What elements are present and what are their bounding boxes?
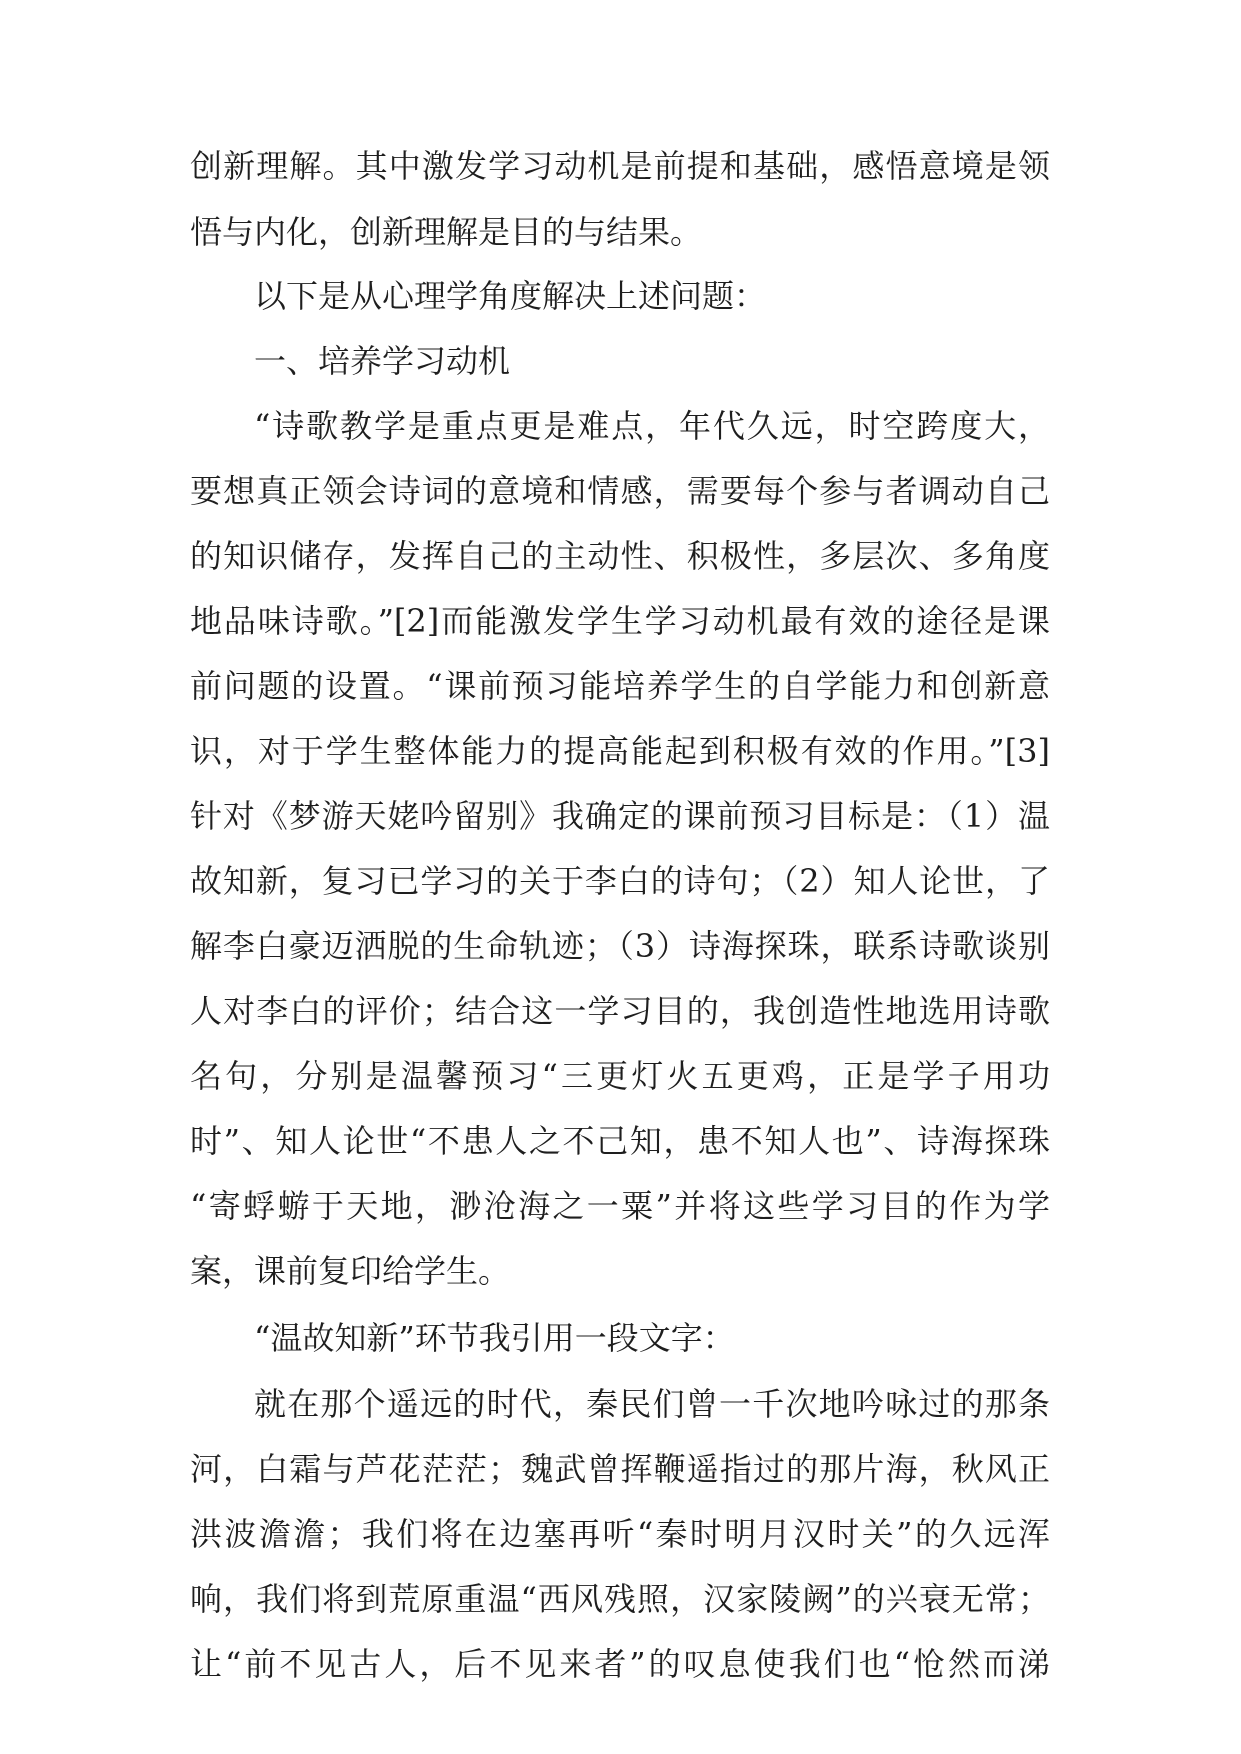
text-line: “寄蜉蝣于天地，渺沧海之一粟”并将这些学习目的作为学 — [190, 1187, 1050, 1225]
text-line: 故知新，复习已学习的关于李白的诗句；（2）知人论世，了 — [190, 862, 1050, 900]
text-line: 让“前不见古人，后不见来者”的叹息使我们也“怆然而涕 — [190, 1645, 1050, 1683]
text-line: 识，对于学生整体能力的提高能起到积极有效的作用。”[3] — [190, 732, 1050, 770]
text-line: 要想真正领会诗词的意境和情感，需要每个参与者调动自己 — [190, 472, 1050, 510]
text-line: “诗歌教学是重点更是难点，年代久远，时空跨度大， — [254, 407, 1050, 445]
text-line: 案，课前复印给学生。 — [190, 1252, 511, 1290]
text-line: 前问题的设置。“课前预习能培养学生的自学能力和创新意 — [190, 667, 1050, 705]
text-line: 洪波澹澹；我们将在边塞再听“秦时明月汉时关”的久远浑 — [190, 1515, 1050, 1553]
text-line: 悟与内化，创新理解是目的与结果。 — [190, 213, 703, 251]
text-line: 响，我们将到荒原重温“西风残照，汉家陵阙”的兴衰无常； — [190, 1580, 1050, 1618]
text-line: 解李白豪迈洒脱的生命轨迹；（3）诗海探珠，联系诗歌谈别 — [190, 927, 1050, 965]
text-line: 就在那个遥远的时代，秦民们曾一千次地吟咏过的那条 — [254, 1385, 1050, 1423]
text-line: “温故知新”环节我引用一段文字： — [254, 1319, 735, 1357]
section-heading: 一、培养学习动机 — [254, 342, 511, 380]
text-line: 以下是从心理学角度解决上述问题： — [254, 277, 767, 315]
text-line: 地品味诗歌。”[2]而能激发学生学习动机最有效的途径是课 — [190, 602, 1050, 640]
text-line: 人对李白的评价；结合这一学习目的，我创造性地选用诗歌 — [190, 992, 1050, 1030]
text-line: 河，白霜与芦花茫茫；魏武曾挥鞭遥指过的那片海，秋风正 — [190, 1450, 1050, 1488]
text-line: 针对《梦游天姥吟留别》我确定的课前预习目标是：（1）温 — [190, 797, 1050, 835]
text-line: 名句，分别是温馨预习“三更灯火五更鸡，正是学子用功 — [190, 1057, 1050, 1095]
text-line: 时”、知人论世“不患人之不己知，患不知人也”、诗海探珠 — [190, 1122, 1050, 1160]
text-line: 的知识储存，发挥自己的主动性、积极性，多层次、多角度 — [190, 537, 1050, 575]
text-line: 创新理解。其中激发学习动机是前提和基础，感悟意境是领 — [190, 147, 1050, 185]
